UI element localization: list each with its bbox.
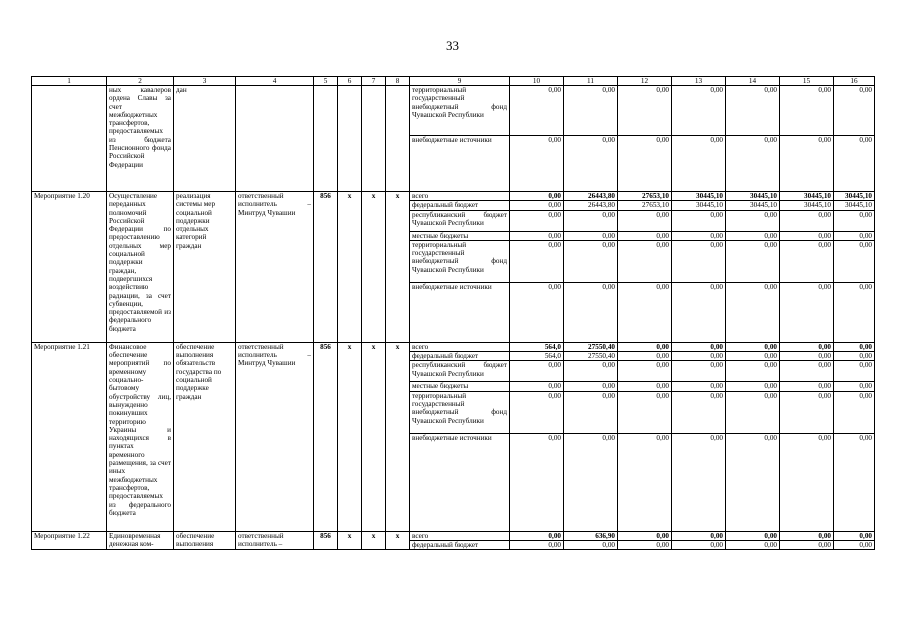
amount-cell: 0,00 — [726, 282, 780, 342]
amount-cell: 0,00 — [564, 282, 618, 342]
measure-goal: обеспечение выполнения обязательств государства по социальной поддержке граждан — [174, 342, 236, 531]
amount-cell: 564,0 — [510, 352, 564, 361]
amount-cell: 30445,10 — [726, 201, 780, 210]
amount-cell: 0,00 — [726, 391, 780, 433]
amount-cell: 0,00 — [618, 433, 672, 531]
amount-cell: 0,00 — [672, 541, 726, 550]
amount-cell: 0,00 — [618, 282, 672, 342]
amount-cell: 0,00 — [618, 391, 672, 433]
code-x — [338, 86, 362, 192]
code-x: x — [362, 192, 386, 343]
amount-cell: 0,00 — [780, 231, 834, 240]
column-number: 5 — [314, 77, 338, 86]
amount-cell: 0,00 — [780, 240, 834, 282]
funding-source-label: территориальный государственный внебюджетный фонд Чувашской Республики — [410, 86, 510, 136]
column-number: 4 — [236, 77, 314, 86]
funding-source-label: местные бюджеты — [410, 382, 510, 391]
column-number-row — [32, 77, 875, 86]
amount-cell: 0,00 — [510, 433, 564, 531]
amount-cell: 0,00 — [780, 342, 834, 351]
code-x — [386, 86, 410, 192]
amount-cell: 0,00 — [834, 433, 875, 531]
amount-cell: 0,00 — [834, 136, 875, 192]
amount-cell: 0,00 — [726, 86, 780, 136]
amount-cell: 0,00 — [510, 201, 564, 210]
amount-cell: 0,00 — [510, 240, 564, 282]
amount-cell: 0,00 — [834, 391, 875, 433]
amount-cell: 0,00 — [672, 433, 726, 531]
measure-executor — [236, 86, 314, 192]
measure-description: Осуществление переданных полномочий Российской Федерации по предоставлению отдельных мер социальной поддержки граждан, подвергшихся воздействию радиации, за счет субвенции, предоставляемой из федерального бюджета — [107, 192, 174, 343]
code-x: x — [338, 192, 362, 343]
amount-cell: 0,00 — [618, 86, 672, 136]
amount-cell: 0,00 — [672, 342, 726, 351]
amount-cell: 0,00 — [672, 231, 726, 240]
amount-cell: 0,00 — [834, 541, 875, 550]
amount-cell: 0,00 — [726, 382, 780, 391]
amount-cell: 0,00 — [672, 361, 726, 382]
amount-cell: 0,00 — [510, 86, 564, 136]
amount-cell: 0,00 — [780, 86, 834, 136]
amount-cell: 26443,80 — [564, 192, 618, 201]
amount-cell: 0,00 — [726, 531, 780, 540]
amount-cell: 0,00 — [726, 361, 780, 382]
column-number: 15 — [780, 77, 834, 86]
funding-source-label: республиканский бюджет Чувашской Республики — [410, 361, 510, 382]
code-x — [362, 86, 386, 192]
amount-cell: 0,00 — [618, 136, 672, 192]
funding-source-label: всего — [410, 342, 510, 351]
funding-source-label: республиканский бюджет Чувашской Республики — [410, 210, 510, 231]
funding-source-label: федеральный бюджет — [410, 201, 510, 210]
amount-cell: 0,00 — [510, 391, 564, 433]
amount-cell: 0,00 — [510, 382, 564, 391]
amount-cell: 0,00 — [564, 86, 618, 136]
budget-code: 856 — [314, 192, 338, 343]
amount-cell: 0,00 — [780, 433, 834, 531]
column-number: 11 — [564, 77, 618, 86]
measure-description: ных кавалеров ордена Славы за счет межбюджетных трансфертов, предоставляемых из бюджета Пенсионного фонда Российской Федерации — [107, 86, 174, 192]
amount-cell: 0,00 — [564, 210, 618, 231]
amount-cell: 0,00 — [834, 282, 875, 342]
funding-source-label: внебюджетные источники — [410, 282, 510, 342]
column-number: 8 — [386, 77, 410, 86]
amount-cell: 0,00 — [672, 210, 726, 231]
amount-cell: 0,00 — [564, 136, 618, 192]
amount-cell: 0,00 — [726, 541, 780, 550]
amount-cell: 0,00 — [672, 136, 726, 192]
measure-name: Мероприятие 1.21 — [32, 342, 107, 531]
amount-cell: 0,00 — [780, 382, 834, 391]
code-x: x — [338, 531, 362, 550]
amount-cell: 0,00 — [618, 210, 672, 231]
funding-source-label: территориальный государственный внебюджетный фонд Чувашской Республики — [410, 240, 510, 282]
amount-cell: 0,00 — [618, 361, 672, 382]
funding-source-label: внебюджетные источники — [410, 136, 510, 192]
amount-cell: 0,00 — [618, 342, 672, 351]
column-number: 3 — [174, 77, 236, 86]
amount-cell: 27550,40 — [564, 352, 618, 361]
column-number: 6 — [338, 77, 362, 86]
amount-cell: 0,00 — [834, 210, 875, 231]
amount-cell: 0,00 — [834, 240, 875, 282]
funding-source-label: внебюджетные источники — [410, 433, 510, 531]
amount-cell: 636,90 — [564, 531, 618, 540]
code-x: x — [386, 531, 410, 550]
table-row — [32, 342, 875, 351]
amount-cell: 0,00 — [618, 382, 672, 391]
amount-cell: 27550,40 — [564, 342, 618, 351]
amount-cell: 0,00 — [672, 531, 726, 540]
table-row — [32, 192, 875, 201]
amount-cell: 0,00 — [510, 231, 564, 240]
column-number: 2 — [107, 77, 174, 86]
amount-cell: 0,00 — [564, 433, 618, 531]
funding-source-label: федеральный бюджет — [410, 541, 510, 550]
amount-cell: 30445,10 — [780, 192, 834, 201]
amount-cell: 0,00 — [780, 352, 834, 361]
measure-executor: ответственный исполнитель – Минтруд Чувашии — [236, 192, 314, 343]
amount-cell: 0,00 — [726, 240, 780, 282]
amount-cell: 0,00 — [564, 240, 618, 282]
measure-goal: дан — [174, 86, 236, 192]
measure-executor: ответственный исполнитель – Минтруд Чувашии — [236, 342, 314, 531]
amount-cell: 0,00 — [618, 240, 672, 282]
funding-source-label: всего — [410, 192, 510, 201]
amount-cell: 0,00 — [672, 240, 726, 282]
amount-cell: 0,00 — [510, 361, 564, 382]
amount-cell: 30445,10 — [726, 192, 780, 201]
amount-cell: 0,00 — [780, 531, 834, 540]
amount-cell: 0,00 — [564, 391, 618, 433]
budget-code — [314, 86, 338, 192]
column-number: 16 — [834, 77, 875, 86]
measure-description: Финансовое обеспечение мероприятий по временному социально-бытовому обустройству лиц, вынужденно покинувших территорию Украины и находящихся в пунктах временного размещения, за счет иных межбюджетных трансфертов, предоставляемых из федерального бюджета — [107, 342, 174, 531]
amount-cell: 0,00 — [510, 210, 564, 231]
measure-executor: ответственный исполнитель – — [236, 531, 314, 550]
amount-cell: 27653,10 — [618, 201, 672, 210]
amount-cell: 0,00 — [618, 352, 672, 361]
column-number: 12 — [618, 77, 672, 86]
budget-table — [31, 76, 875, 550]
measure-description: Единовременная денежная ком- — [107, 531, 174, 550]
code-x: x — [386, 342, 410, 531]
amount-cell: 0,00 — [834, 531, 875, 540]
amount-cell: 0,00 — [780, 541, 834, 550]
amount-cell: 0,00 — [726, 136, 780, 192]
amount-cell: 0,00 — [726, 231, 780, 240]
table-row — [32, 86, 875, 136]
amount-cell: 30445,10 — [672, 192, 726, 201]
amount-cell: 0,00 — [834, 231, 875, 240]
measure-goal: обеспечение выполнения — [174, 531, 236, 550]
code-x: x — [362, 342, 386, 531]
amount-cell: 0,00 — [834, 361, 875, 382]
column-number: 13 — [672, 77, 726, 86]
column-number: 9 — [410, 77, 510, 86]
table-row — [32, 531, 875, 540]
amount-cell: 0,00 — [672, 382, 726, 391]
amount-cell: 0,00 — [618, 231, 672, 240]
amount-cell: 0,00 — [834, 342, 875, 351]
amount-cell: 0,00 — [618, 531, 672, 540]
column-number: 14 — [726, 77, 780, 86]
budget-code: 856 — [314, 342, 338, 531]
amount-cell: 0,00 — [780, 136, 834, 192]
amount-cell: 27653,10 — [618, 192, 672, 201]
code-x: x — [338, 342, 362, 531]
amount-cell: 0,00 — [834, 352, 875, 361]
amount-cell: 0,00 — [564, 361, 618, 382]
amount-cell: 0,00 — [834, 86, 875, 136]
amount-cell: 564,0 — [510, 342, 564, 351]
amount-cell: 30445,10 — [834, 192, 875, 201]
measure-name: Мероприятие 1.22 — [32, 531, 107, 550]
amount-cell: 0,00 — [510, 531, 564, 540]
amount-cell: 0,00 — [564, 382, 618, 391]
amount-cell: 0,00 — [672, 391, 726, 433]
amount-cell: 0,00 — [726, 352, 780, 361]
measure-name: Мероприятие 1.20 — [32, 192, 107, 343]
amount-cell: 0,00 — [780, 391, 834, 433]
amount-cell: 0,00 — [510, 136, 564, 192]
measure-name — [32, 86, 107, 192]
amount-cell: 0,00 — [672, 86, 726, 136]
measure-goal: реализация системы мер социальной поддержки отдельных категорий граждан — [174, 192, 236, 343]
column-number: 10 — [510, 77, 564, 86]
column-number: 7 — [362, 77, 386, 86]
funding-source-label: всего — [410, 531, 510, 540]
funding-source-label: федеральный бюджет — [410, 352, 510, 361]
amount-cell: 30445,10 — [834, 201, 875, 210]
code-x: x — [386, 192, 410, 343]
amount-cell: 0,00 — [780, 361, 834, 382]
amount-cell: 0,00 — [510, 282, 564, 342]
amount-cell: 0,00 — [510, 541, 564, 550]
amount-cell: 0,00 — [510, 192, 564, 201]
amount-cell: 30445,10 — [672, 201, 726, 210]
budget-code: 856 — [314, 531, 338, 550]
amount-cell: 0,00 — [564, 541, 618, 550]
funding-source-label: местные бюджеты — [410, 231, 510, 240]
amount-cell: 0,00 — [780, 210, 834, 231]
amount-cell: 0,00 — [726, 210, 780, 231]
column-number: 1 — [32, 77, 107, 86]
amount-cell: 0,00 — [672, 282, 726, 342]
amount-cell: 0,00 — [564, 231, 618, 240]
amount-cell: 26443,80 — [564, 201, 618, 210]
amount-cell: 30445,10 — [780, 201, 834, 210]
amount-cell: 0,00 — [672, 352, 726, 361]
amount-cell: 0,00 — [726, 342, 780, 351]
amount-cell: 0,00 — [726, 433, 780, 531]
page-number: 33 — [446, 38, 459, 53]
amount-cell: 0,00 — [618, 541, 672, 550]
amount-cell: 0,00 — [834, 382, 875, 391]
code-x: x — [362, 531, 386, 550]
funding-source-label: территориальный государственный внебюджетный фонд Чувашской Республики — [410, 391, 510, 433]
amount-cell: 0,00 — [780, 282, 834, 342]
